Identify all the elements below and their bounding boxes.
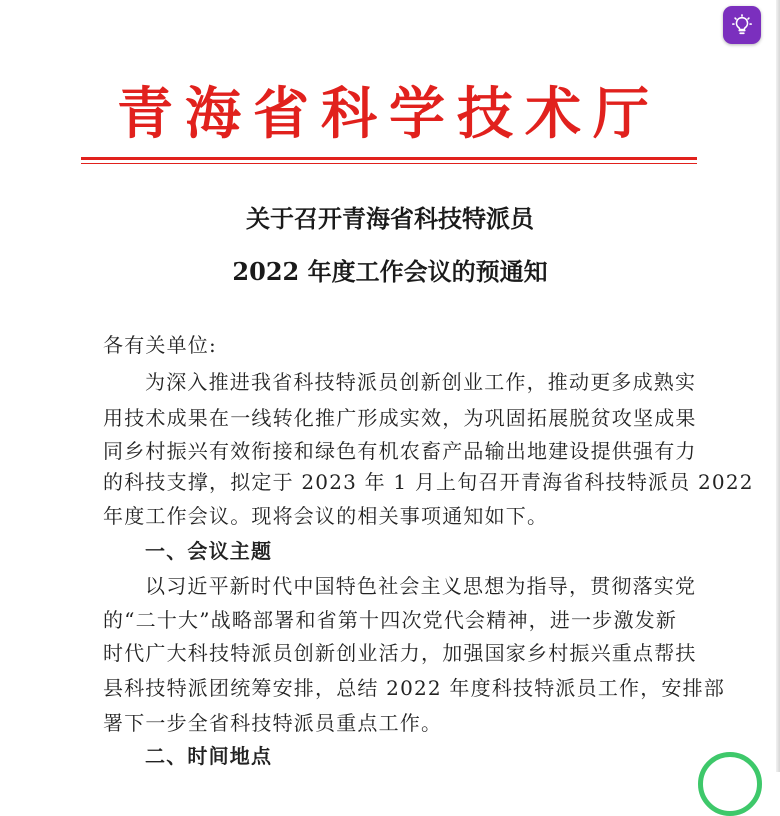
intro-line: 同乡村振兴有效衔接和绿色有机农畜产品输出地建设提供强有力 xyxy=(103,439,697,463)
section1-line: 的“二十大”战略部署和省第十四次党代会精神，进一步激发新 xyxy=(103,608,678,632)
section1-line: 县科技特派团统筹安排，总结 2022 年度科技特派员工作，安排部 xyxy=(103,676,726,700)
section1-line: 署下一步全省科技特派员重点工作。 xyxy=(103,711,443,735)
letterhead-org-name: 青海省科学技术厅 xyxy=(117,81,661,147)
section1-line: 时代广大科技特派员创新创业活力，加强国家乡村振兴重点帮扶 xyxy=(103,641,697,665)
document-title-line-1: 关于召开青海省科技特派员 xyxy=(246,204,534,233)
intro-line: 年度工作会议。现将会议的相关事项通知如下。 xyxy=(103,504,549,528)
section-heading: 一、会议主题 xyxy=(145,539,273,563)
lightbulb-icon xyxy=(731,14,753,36)
floating-badge[interactable] xyxy=(698,752,762,816)
letterhead-red-rule-thin xyxy=(81,163,697,164)
section-heading: 二、时间地点 xyxy=(145,744,273,768)
section1-line: 以习近平新时代中国特色社会主义思想为指导，贯彻落实党 xyxy=(145,574,697,598)
page-edge-shadow xyxy=(776,0,780,772)
intro-line: 的科技支撑，拟定于 2023 年 1 月上旬召开青海省科技特派员 2022 xyxy=(103,470,754,494)
document-title-line-2: 2022 年度工作会议的预通知 xyxy=(232,257,548,286)
ai-assistant-button[interactable] xyxy=(723,6,761,44)
salutation: 各有关单位: xyxy=(103,333,217,357)
intro-line: 为深入推进我省科技特派员创新创业工作，推动更多成熟实 xyxy=(145,370,697,394)
letterhead-red-rule xyxy=(81,157,697,160)
intro-line: 用技术成果在一线转化推广形成实效，为巩固拓展脱贫攻坚成果 xyxy=(103,406,697,430)
